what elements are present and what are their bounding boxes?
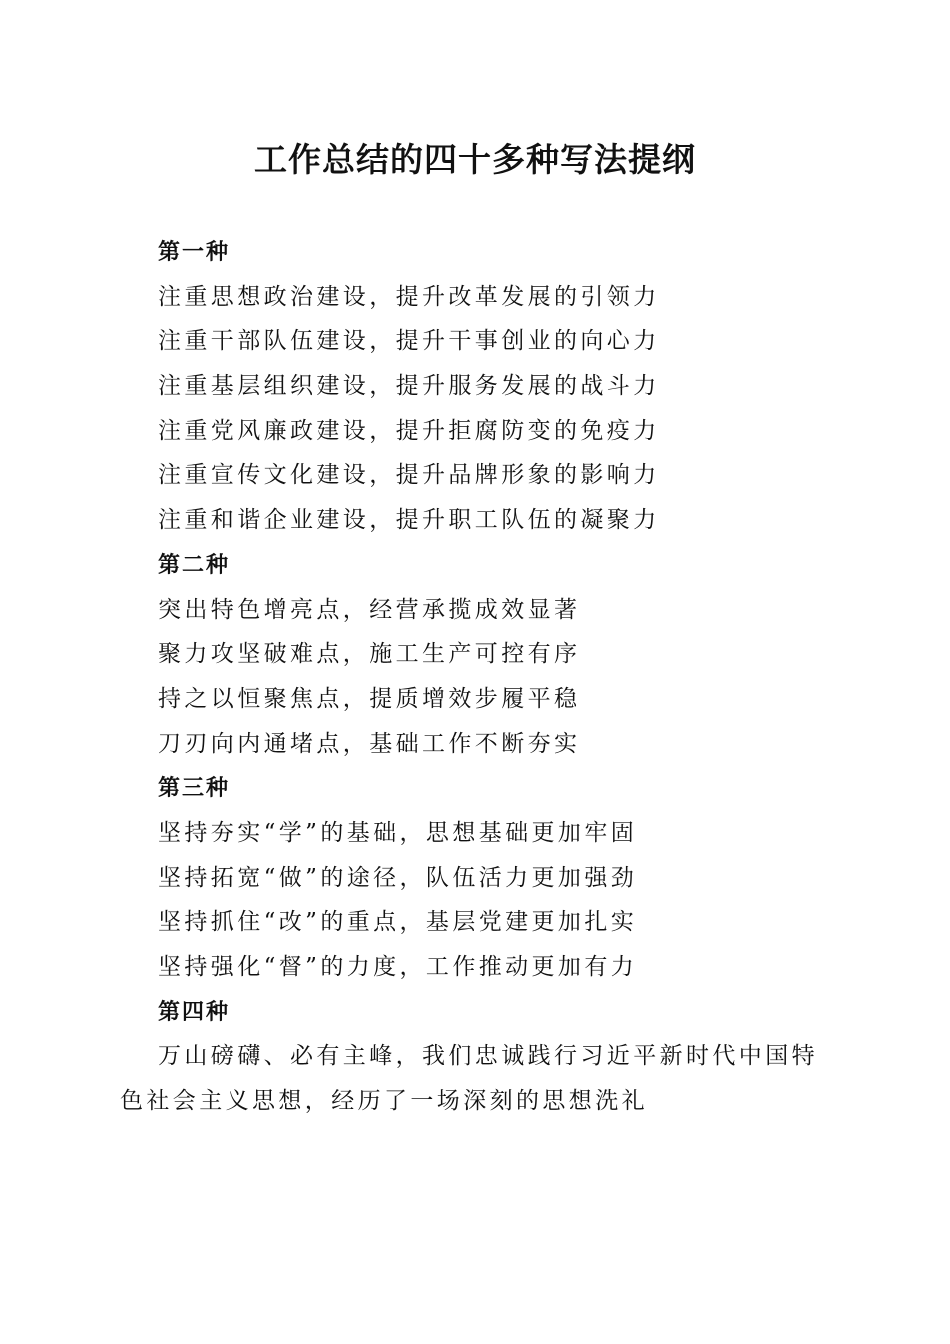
section-heading: 第四种 (158, 998, 231, 1025)
outline-line: 坚持夯实“学”的基础，思想基础更加牢固 (158, 819, 638, 846)
section-heading: 第一种 (158, 239, 231, 265)
outline-line: 注重干部队伍建设，提升干事创业的向心力 (158, 328, 660, 355)
outline-line: 注重思想政治建设，提升改革发展的引领力 (158, 283, 660, 310)
outline-line: 持之以恒聚焦点，提质增效步履平稳 (158, 685, 581, 712)
section-heading: 第三种 (158, 775, 231, 802)
outline-line: 聚力攻坚破难点，施工生产可控有序 (158, 641, 581, 668)
outline-line: 注重党风廉政建设，提升拒腐防变的免疫力 (158, 417, 660, 444)
outline-line: 坚持抓住“改”的重点，基层党建更加扎实 (158, 909, 638, 936)
document-body (120, 230, 840, 1124)
document-title: 工作总结的四十多种写法提纲 (254, 140, 696, 179)
outline-line: 坚持强化“督”的力度，工作推动更加有力 (158, 954, 638, 980)
outline-line: 注重和谐企业建设，提升职工队伍的凝聚力 (158, 507, 660, 534)
outline-line: 突出特色增亮点，经营承揽成效显著 (158, 596, 581, 623)
outline-line: 坚持拓宽“做”的途径，队伍活力更加强劲 (158, 864, 638, 891)
body-paragraph: 万山磅礴、必有主峰，我们忠诚践行习近平新时代中国特色社会主义思想，经历了一场深刻的思想洗礼 (120, 1043, 818, 1115)
section-heading: 第二种 (158, 551, 231, 578)
outline-line: 注重基层组织建设，提升服务发展的战斗力 (158, 373, 660, 400)
outline-line: 注重宣传文化建设，提升品牌形象的影响力 (158, 462, 660, 489)
outline-line: 刀刃向内通堵点，基础工作不断夯实 (158, 730, 581, 757)
